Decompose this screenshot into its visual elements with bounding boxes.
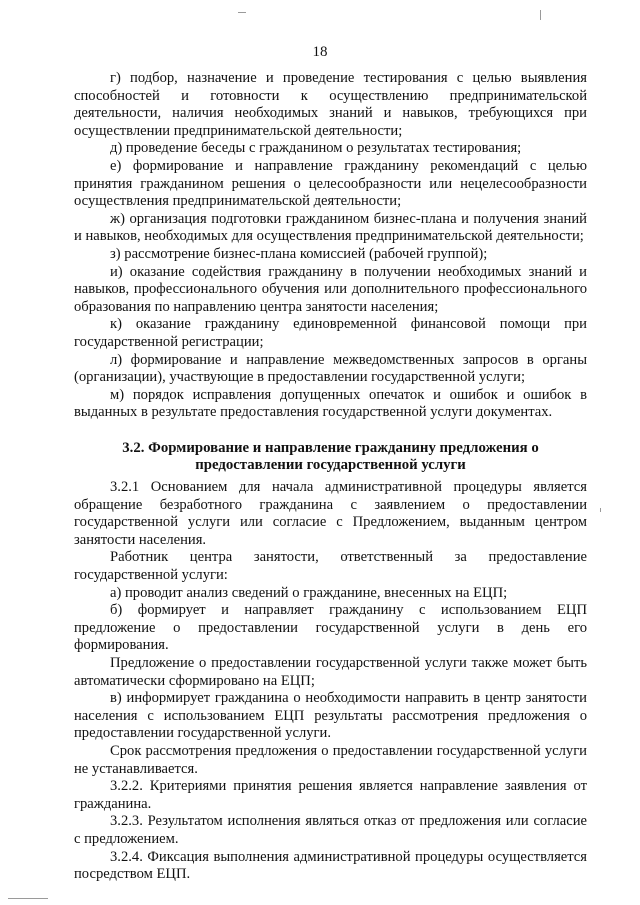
paragraph-3-2-1: 3.2.1 Основанием для начала административной процедуры является обращение безработного гражданина с заявлением о предоставлении государственной услуги или согласие с Предложением, выданным центром занятости населения. — [74, 479, 587, 548]
list-item-z: з) рассмотрение бизнес-плана комиссией (рабочей группой); — [110, 245, 488, 262]
list-item-m: м) порядок исправления допущенных опечаток и ошибок и ошибок в выданных в результате предоставления государственной услуги документах. — [74, 386, 587, 421]
paragraph-3-2-4: 3.2.4. Фиксация выполнения административной процедуры осуществляется посредством ЕЦП. — [74, 848, 587, 883]
paragraph-responsible-worker: Работник центра занятости, ответственный за предоставление государственной услуги: — [74, 549, 587, 584]
paragraph-3-2-2: 3.2.2. Критериями принятия решения является направление заявления от гражданина. — [74, 778, 587, 812]
scan-artifact — [540, 10, 541, 20]
list-item-i: и) оказание содействия гражданину в получении необходимых знаний и навыков, профессионального обучения или дополнительного профессионального образования по направлению центра занятости населения; — [74, 263, 587, 315]
scan-artifact — [238, 12, 246, 13]
list-item-a: а) проводит анализ сведений о гражданине, внесенных на ЕЦП; — [110, 584, 508, 601]
list-item-e: е) формирование и направление гражданину рекомендаций с целью принятия гражданином решения о целесообразности или нецелесообразности осуществления предпринимательской деятельности; — [74, 157, 587, 210]
scan-artifact — [8, 898, 48, 899]
list-item-g: г) подбор, назначение и проведение тестирования с целью выявления способностей и готовности к осуществлению предпринимательской деятельности, наличия необходимых знаний и навыков, требующихся при осуществлении предпринимательской деятельности; — [74, 70, 587, 139]
paragraph-3-2-3: 3.2.3. Результатом исполнения являться отказ от предложения или согласие с предложением. — [74, 813, 587, 847]
list-item-v: в) информирует гражданина о необходимости направить в центр занятости населения с использованием ЕЦП результаты рассмотрения предложения о предоставлении государственной услуги. — [74, 690, 587, 742]
list-item-zh: ж) организация подготовки гражданином бизнес-плана и получения знаний и навыков, необходимых для осуществления предпринимательской деятельности; — [74, 210, 587, 245]
scan-artifact — [600, 508, 601, 512]
page-number: 18 — [312, 44, 328, 60]
paragraph-review-term: Срок рассмотрения предложения о предоставлении государственной услуги не устанавливается. — [74, 742, 587, 777]
list-item-k: к) оказание гражданину единовременной финансовой помощи при государственной регистрации; — [74, 316, 587, 350]
document-body — [74, 70, 587, 884]
section-heading: 3.2. Формирование и направление гражданину предложения о предоставлении государственной услуги — [122, 439, 539, 474]
list-item-l: л) формирование и направление межведомственных запросов в органы (организации), участвующие в предоставлении государственной услуги; — [74, 351, 587, 386]
paragraph-auto-proposal: Предложение о предоставлении государственной услуги также может быть автоматически сформировано на ЕЦП; — [74, 655, 587, 689]
list-item-b: б) формирует и направляет гражданину с использованием ЕЦП предложение о предоставлении государственной услуги в день его формирования. — [74, 602, 587, 654]
list-item-d: д) проведение беседы с гражданином о результатах тестирования; — [110, 140, 522, 157]
